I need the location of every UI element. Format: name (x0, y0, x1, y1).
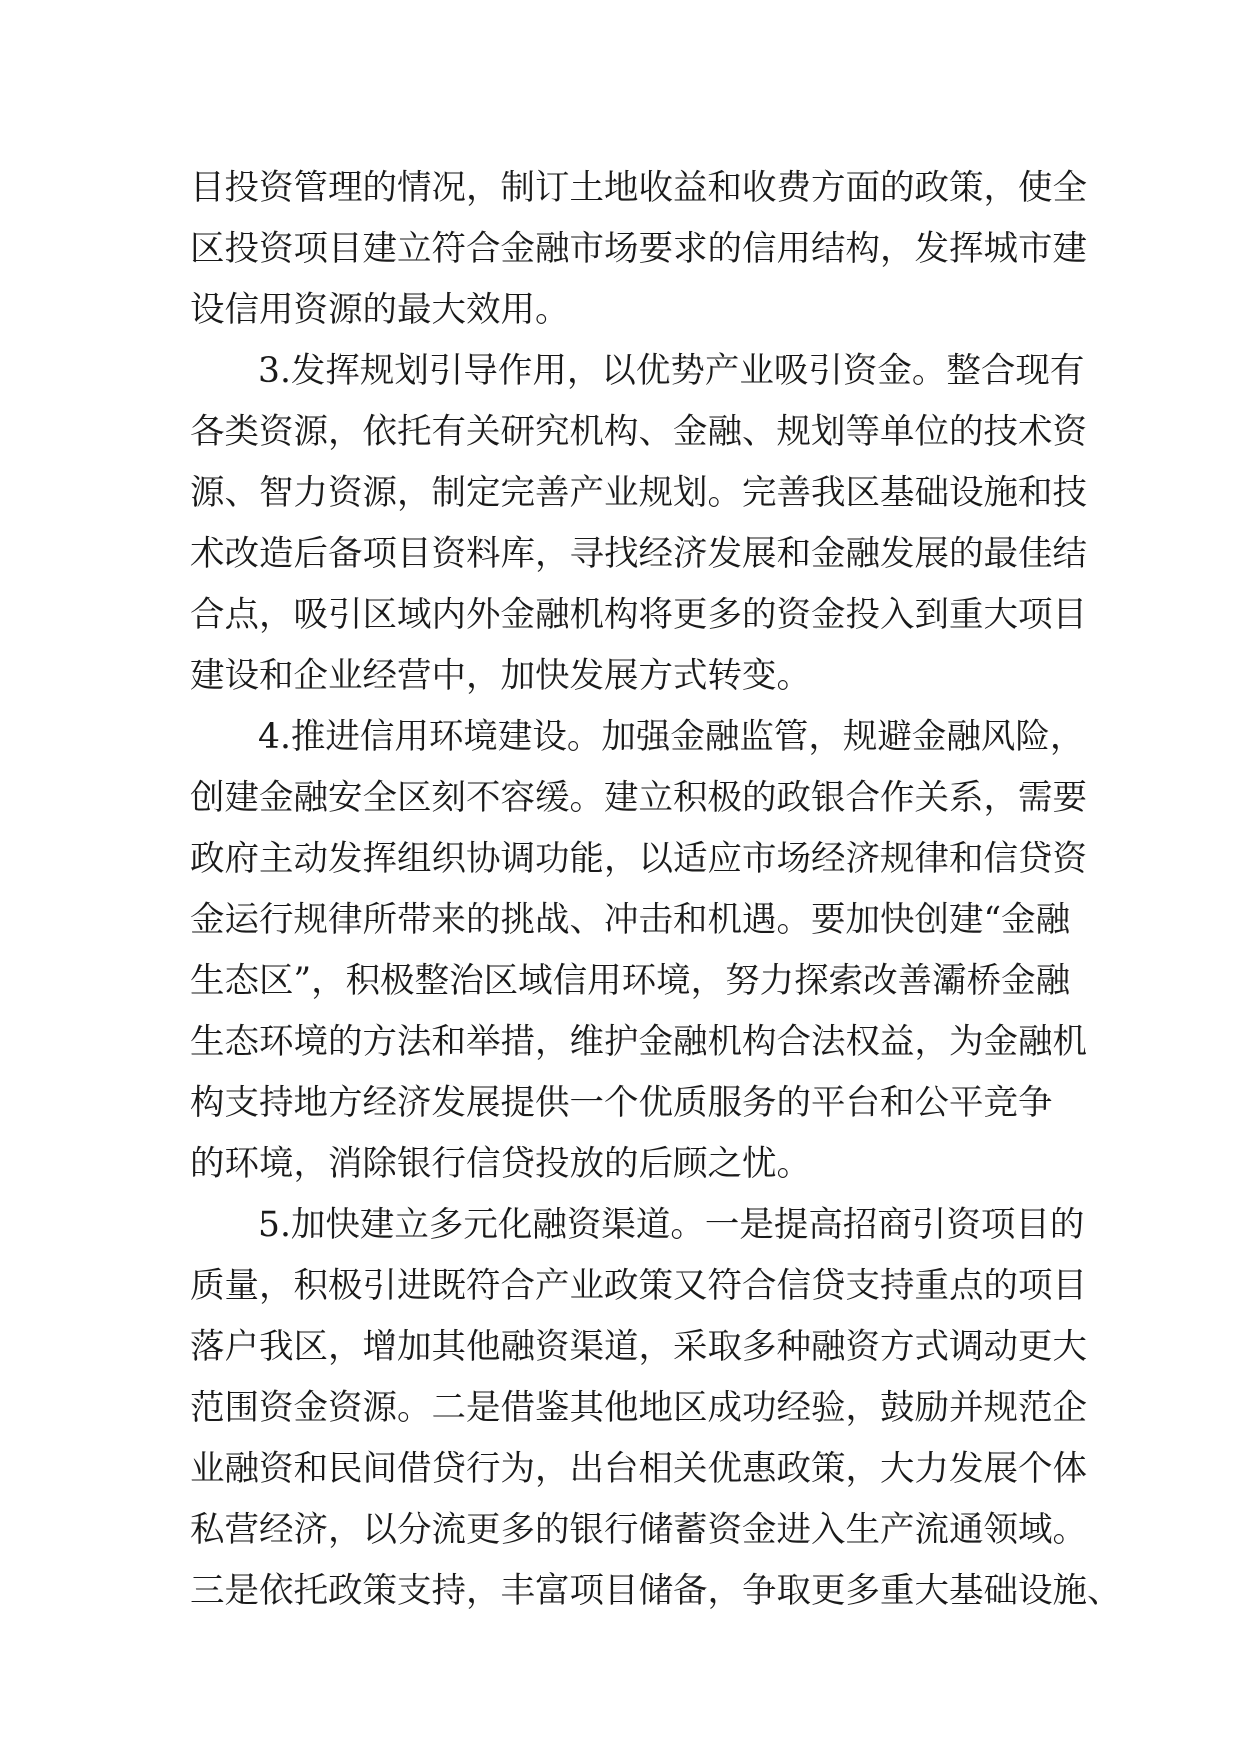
text-line: 术改造后备项目资料库，寻找经济发展和金融发展的最佳结 (190, 534, 1087, 574)
text-line: 的环境，消除银行信贷投放的后顾之忧。 (190, 1144, 811, 1184)
text-line: 源、智力资源，制定完善产业规划。完善我区基础设施和技 (190, 473, 1087, 513)
text-line: 生态环境的方法和举措，维护金融机构合法权益，为金融机 (190, 1022, 1087, 1062)
text-line: 政府主动发挥组织协调功能，以适应市场经济规律和信贷资 (190, 839, 1087, 879)
paragraph-start-line: 3.发挥规划引导作用，以优势产业吸引资金。整合现有 (258, 351, 1085, 391)
paragraph-start-line: 5.加快建立多元化融资渠道。一是提高招商引资项目的 (258, 1205, 1085, 1245)
text-line: 各类资源，依托有关研究机构、金融、规划等单位的技术资 (190, 412, 1087, 452)
document-body (190, 158, 1122, 1622)
text-line: 合点，吸引区域内外金融机构将更多的资金投入到重大项目 (190, 595, 1087, 635)
text-line: 落户我区，增加其他融资渠道，采取多种融资方式调动更大 (190, 1327, 1087, 1367)
text-line: 区投资项目建立符合金融市场要求的信用结构，发挥城市建 (190, 229, 1087, 269)
text-line: 建设和企业经营中，加快发展方式转变。 (190, 656, 811, 696)
text-line: 三是依托政策支持，丰富项目储备，争取更多重大基础设施、 (190, 1571, 1122, 1611)
text-line: 构支持地方经济发展提供一个优质服务的平台和公平竞争 (190, 1083, 1053, 1123)
text-line: 创建金融安全区刻不容缓。建立积极的政银合作关系，需要 (190, 778, 1087, 818)
paragraph-start-line: 4.推进信用环境建设。加强金融监管，规避金融风险， (258, 717, 1085, 757)
text-line: 目投资管理的情况，制订土地收益和收费方面的政策，使全 (190, 168, 1087, 208)
text-line: 质量，积极引进既符合产业政策又符合信贷支持重点的项目 (190, 1266, 1087, 1306)
text-line: 私营经济，以分流更多的银行储蓄资金进入生产流通领域。 (190, 1510, 1087, 1550)
text-line: 生态区”，积极整治区域信用环境，努力探索改善灞桥金融 (190, 961, 1071, 1001)
text-line: 金运行规律所带来的挑战、冲击和机遇。要加快创建“金融 (190, 900, 1071, 940)
text-line: 范围资金资源。二是借鉴其他地区成功经验，鼓励并规范企 (190, 1388, 1087, 1428)
text-line: 业融资和民间借贷行为，出台相关优惠政策，大力发展个体 (190, 1449, 1087, 1489)
text-line: 设信用资源的最大效用。 (190, 290, 570, 330)
